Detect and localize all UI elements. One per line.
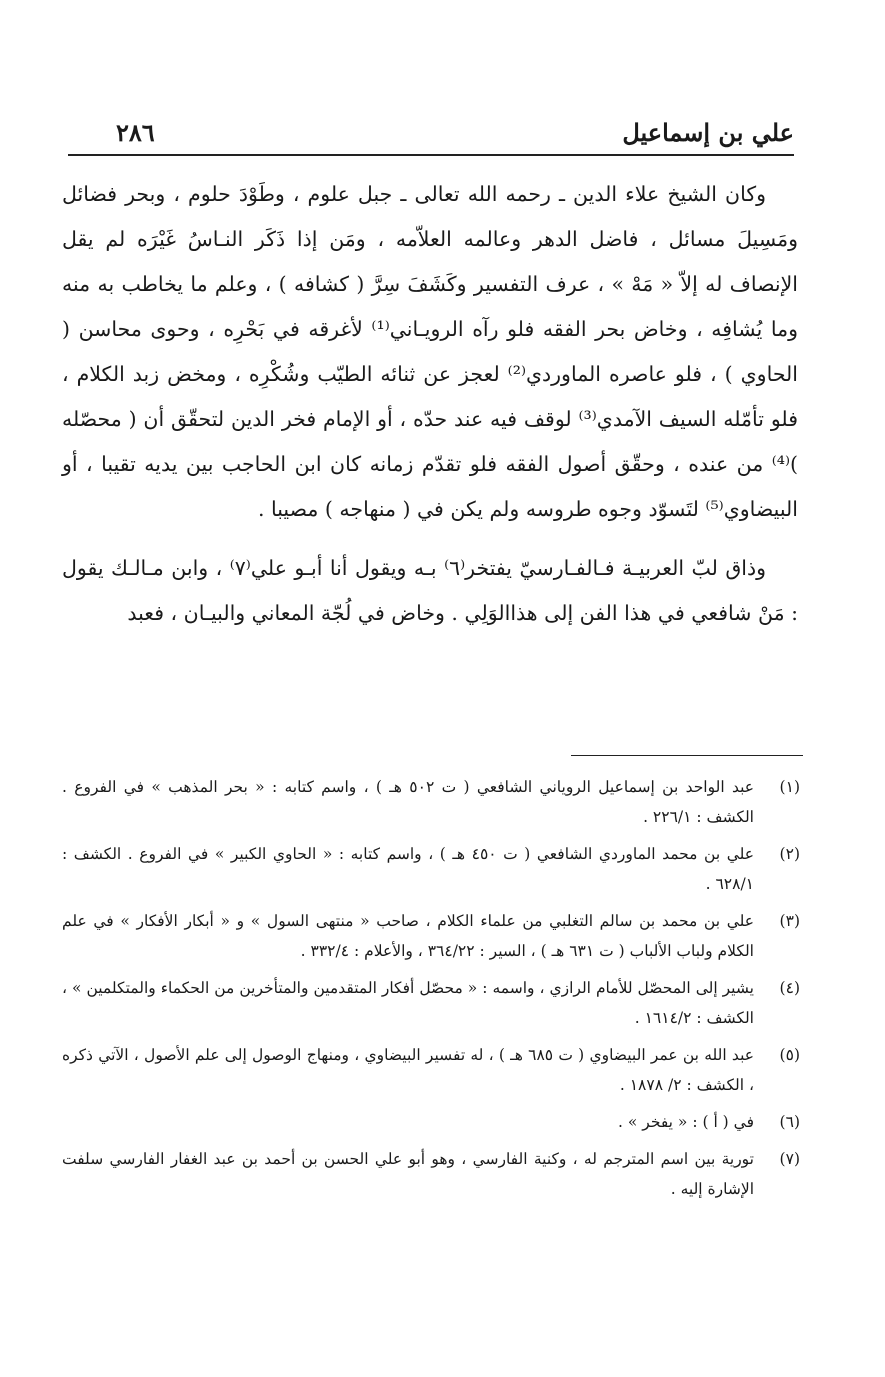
footnote-number: (٧): [779, 1150, 800, 1168]
footnote-number: (٣): [779, 912, 800, 930]
footnotes: [62, 772, 800, 1211]
footnote-text: يشير إلى المحصّل للأمام الرازي ، واسمه : « محصّل أفكار المتقدمين والمتأخرين من الحكماء والمتكلمين » ، الكشف : ١٦١٤/٢ .: [62, 979, 754, 1027]
footnote-number: (٤): [779, 979, 800, 997]
footnote-number: (٦): [779, 1113, 800, 1131]
paragraph: وذاق لبّ العربيـة فـالفـارسيّ يفتخر⁽٦⁾ بـه ويقول أنا أبـو علي⁽٧⁾ ، وابن مـالـك يقول : مَنْ شافعي في هذا الفن إلى هذاالوَلِي . وخاض في لُجّة المعاني والبيـان ، فعبد: [62, 556, 798, 625]
footnote-text: تورية بين اسم المترجم له ، وكنية الفارسي ، وهو أبو علي الحسن بن أحمد بن عبد الغفار الفارسي سلفت الإشارة إليه .: [62, 1150, 754, 1198]
footnote-text: في ( أ ) : « يفخر » .: [618, 1113, 754, 1131]
footnote: [62, 973, 800, 1033]
footnote-text: علي بن محمد بن سالم التغلبي من علماء الكلام ، صاحب « منتهى السول » و « أبكار الأفكار » في علم الكلام ولباب الألباب ( ت ٦٣١ هـ ) ، السير : ٣٦٤/٢٢ ، والأعلام : ٣٣٢/٤ .: [62, 912, 754, 960]
footnote-number: (٢): [779, 845, 800, 863]
footnote: [62, 839, 800, 899]
footnote: [62, 906, 800, 966]
paragraph: وكان الشيخ علاء الدين ـ رحمه الله تعالى ـ جبل علوم ، وطَوْدَ حلوم ، وبحر فضائل ومَسِيلَ مسائل ، فاضل الدهر وعالمه العلاّمه ، ومَن إذا ذَكَر النـاسُ غَيْرَه لم يقل الإنصاف له إلاّ « مَهْ » ، عرف التفسير وكَشَفَ سِرَّ ( كشافه ) ، وعلم ما يخاطب به منه وما يُشافِه ، وخاض بحر الفقه فلو رآه الرويـاني⁽¹⁾ لأغرقه في بَحْرِه ، وحوى محاسن ( الحاوي ) ، فلو عاصره الماوردي⁽²⁾ لعجز عن ثنائه الطيّب وشُكْرِه ، ومخض زبد الكلام ، فلو تأمّله السيف الآمدي⁽³⁾ لوقف فيه عند حدّه ، أو الإمام فخر الدين لتحقّق أن ( محصّله )⁽⁴⁾ من عنده ، وحقّق أصول الفقه فلو تقدّم زمانه كان ابن الحاجب بين يديه تقيبا ، أو البيضاوي⁽⁵⁾ لتَسوّد وجوه طروسه ولم يكن في ( منهاجه ) مصيبا .: [62, 182, 798, 521]
footnote-text: عبد الواحد بن إسماعيل الروياني الشافعي ( ت ٥٠٢ هـ ) ، واسم كتابه : « بحر المذهب » في الفروع . الكشف : ٢٢٦/١ .: [62, 778, 754, 826]
footnote-text: عبد الله بن عمر البيضاوي ( ت ٦٨٥ هـ ) ، له تفسير البيضاوي ، ومنهاج الوصول إلى علم الأصول ، الآتي ذكره ، الكشف : ٢/ ١٨٧٨ .: [62, 1046, 754, 1094]
main-text: [62, 172, 798, 650]
footnote: [62, 1144, 800, 1204]
footnote-separator: [571, 755, 803, 756]
footnote-text: علي بن محمد الماوردي الشافعي ( ت ٤٥٠ هـ ) ، واسم كتابه : « الحاوي الكبير » في الفروع . الكشف : ٦٢٨/١ .: [62, 845, 754, 893]
running-title: علي بن إسماعيل: [622, 118, 794, 147]
footnote: [62, 1107, 800, 1137]
footnote-number: (١): [779, 778, 800, 796]
footnote: [62, 772, 800, 832]
footnote-number: (٥): [779, 1046, 800, 1064]
footnote: [62, 1040, 800, 1100]
page-number: ٢٨٦: [116, 118, 155, 147]
page-header: [68, 118, 794, 156]
